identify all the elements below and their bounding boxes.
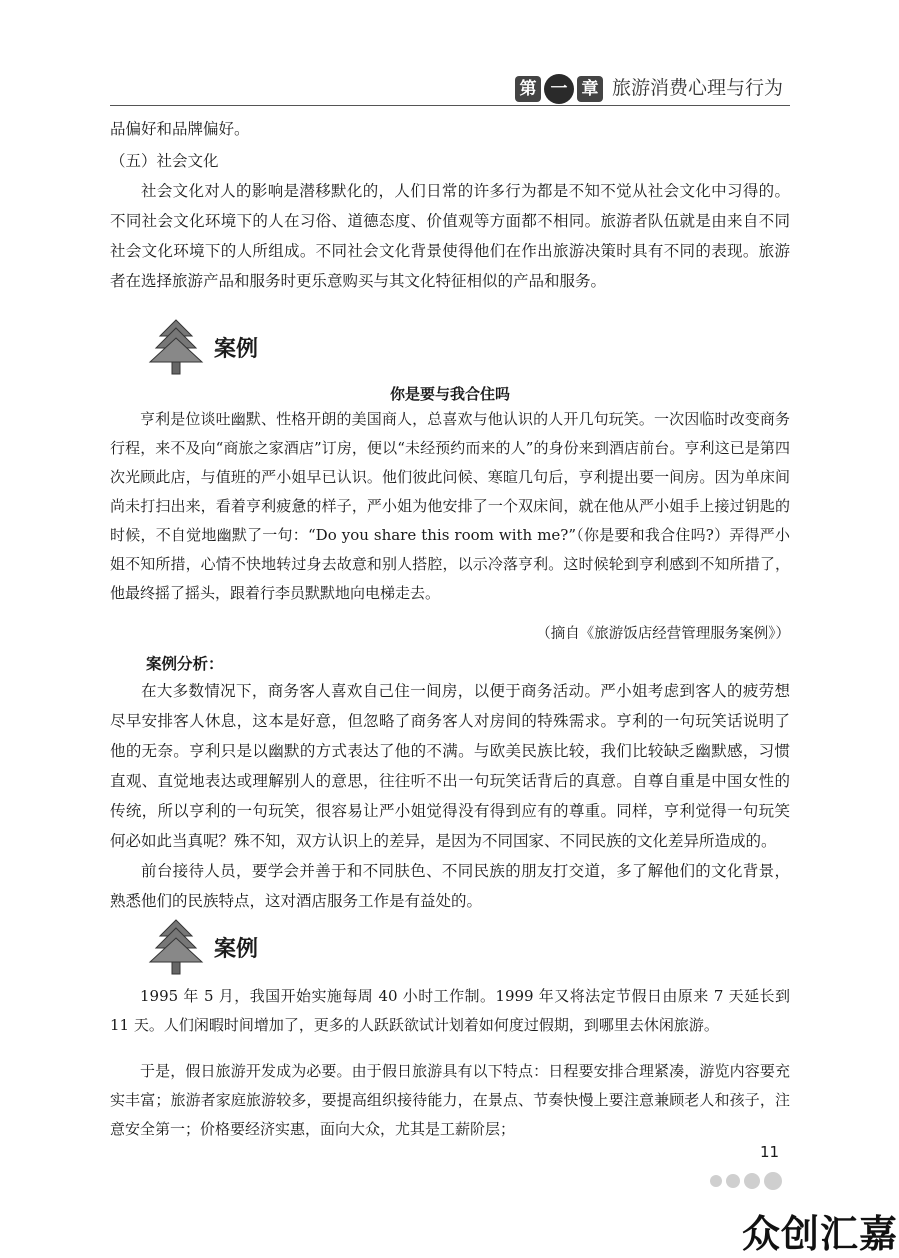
paragraph-social-culture: 社会文化对人的影响是潜移默化的，人们日常的许多行为都是不知不觉从社会文化中习得的。不同社会文化环境下的人在习俗、道德态度、价值观等方面都不相同。旅游者队伍就是由来自不同社会文化环境下的人所组成。不同社会文化背景使得他们在作出旅游决策时具有不同的表现。旅游者在选择旅游产品和服务时更乐意购买与其文化特征相似的产品和服务。	[110, 182, 790, 290]
tree-icon	[148, 318, 204, 376]
chapter-prefix-badge: 第	[515, 76, 541, 102]
paragraph-continued: 品偏好和品牌偏好。	[110, 120, 250, 138]
decorative-dots	[710, 1172, 782, 1190]
watermark: 众创汇嘉	[742, 1212, 899, 1256]
chapter-mark	[515, 74, 603, 104]
case-title: 你是要与我合住吗	[389, 385, 510, 403]
chapter-title: 旅游消费心理与行为	[612, 77, 784, 99]
section-heading: （五）社会文化	[110, 152, 219, 170]
case-source: （摘自《旅游饭店经营管理服务案例》）	[536, 626, 790, 642]
analysis-title: 案例分析：	[146, 655, 224, 673]
tree-icon	[148, 918, 204, 976]
case-label: 案例	[214, 336, 259, 362]
case-label: 案例	[214, 936, 259, 962]
analysis-paragraph-1: 在大多数情况下，商务客人喜欢自己住一间房，以便于商务活动。严小姐考虑到客人的疲劳想尽早安排客人休息，这本是好意，但忽略了商务客人对房间的特殊需求。亨利的一句玩笑话说明了他的无奈。亨利只是以幽默的方式表达了他的不满。与欧美民族比较，我们比较缺乏幽默感，习惯直观、直觉地表达或理解别人的意思，往往听不出一句玩笑话背后的真意。自尊自重是中国女性的传统，所以亨利的一句玩笑，很容易让严小姐觉得没有得到应有的尊重。同样，亨利觉得一句玩笑何必如此当真呢？殊不知，双方认识上的差异，是因为不同国家、不同民族的文化差异所造成的。	[110, 682, 790, 850]
page-number: 11	[760, 1143, 780, 1161]
case2-paragraph-2: 于是，假日旅游开发成为必要。由于假日旅游具有以下特点：日程要安排合理紧凑，游览内容要充实丰富；旅游者家庭旅游较多，要提高组织接待能力，在景点、节奏快慢上要注意兼顾老人和孩子，注意安全第一；价格要经济实惠，面向大众，尤其是工薪阶层；	[110, 1062, 790, 1138]
case-heading-2	[148, 918, 258, 976]
case-story: 亨利是位谈吐幽默、性格开朗的美国商人，总喜欢与他认识的人开几句玩笑。一次因临时改变商务行程，来不及向“商旅之家酒店”订房，便以“未经预约而来的人”的身份来到酒店前台。亨利这已是第四次光顾此店，与值班的严小姐早已认识。他们彼此问候、寒暄几句后，亨利提出要一间房。因为单床间尚未打扫出来，看着亨利疲惫的样子，严小姐为他安排了一个双床间，就在他从严小姐手上接过钥匙的时候，不自觉地幽默了一句：“Do you share this room with me?”（你是要和我合住吗?）弄得严小姐不知所措，心情不快地转过身去故意和别人搭腔，以示冷落亨利。这时候轮到亨利感到不知所措了，他最终摇了摇头，跟着行李员默默地向电梯走去。	[110, 410, 790, 602]
chapter-number-badge: 一	[544, 74, 574, 104]
case2-paragraph-1: 1995 年 5 月，我国开始实施每周 40 小时工作制。1999 年又将法定节假日由原来 7 天延长到 11 天。人们闲暇时间增加了，更多的人跃跃欲试计划着如何度过假期，到哪里去休闲旅游。	[110, 987, 790, 1034]
case-heading-1	[148, 318, 258, 376]
analysis-paragraph-2: 前台接待人员，要学会并善于和不同肤色、不同民族的朋友打交道，多了解他们的文化背景，熟悉他们的民族特点，这对酒店服务工作是有益处的。	[110, 862, 790, 910]
header-rule	[110, 105, 790, 106]
chapter-suffix-badge: 章	[577, 76, 603, 102]
